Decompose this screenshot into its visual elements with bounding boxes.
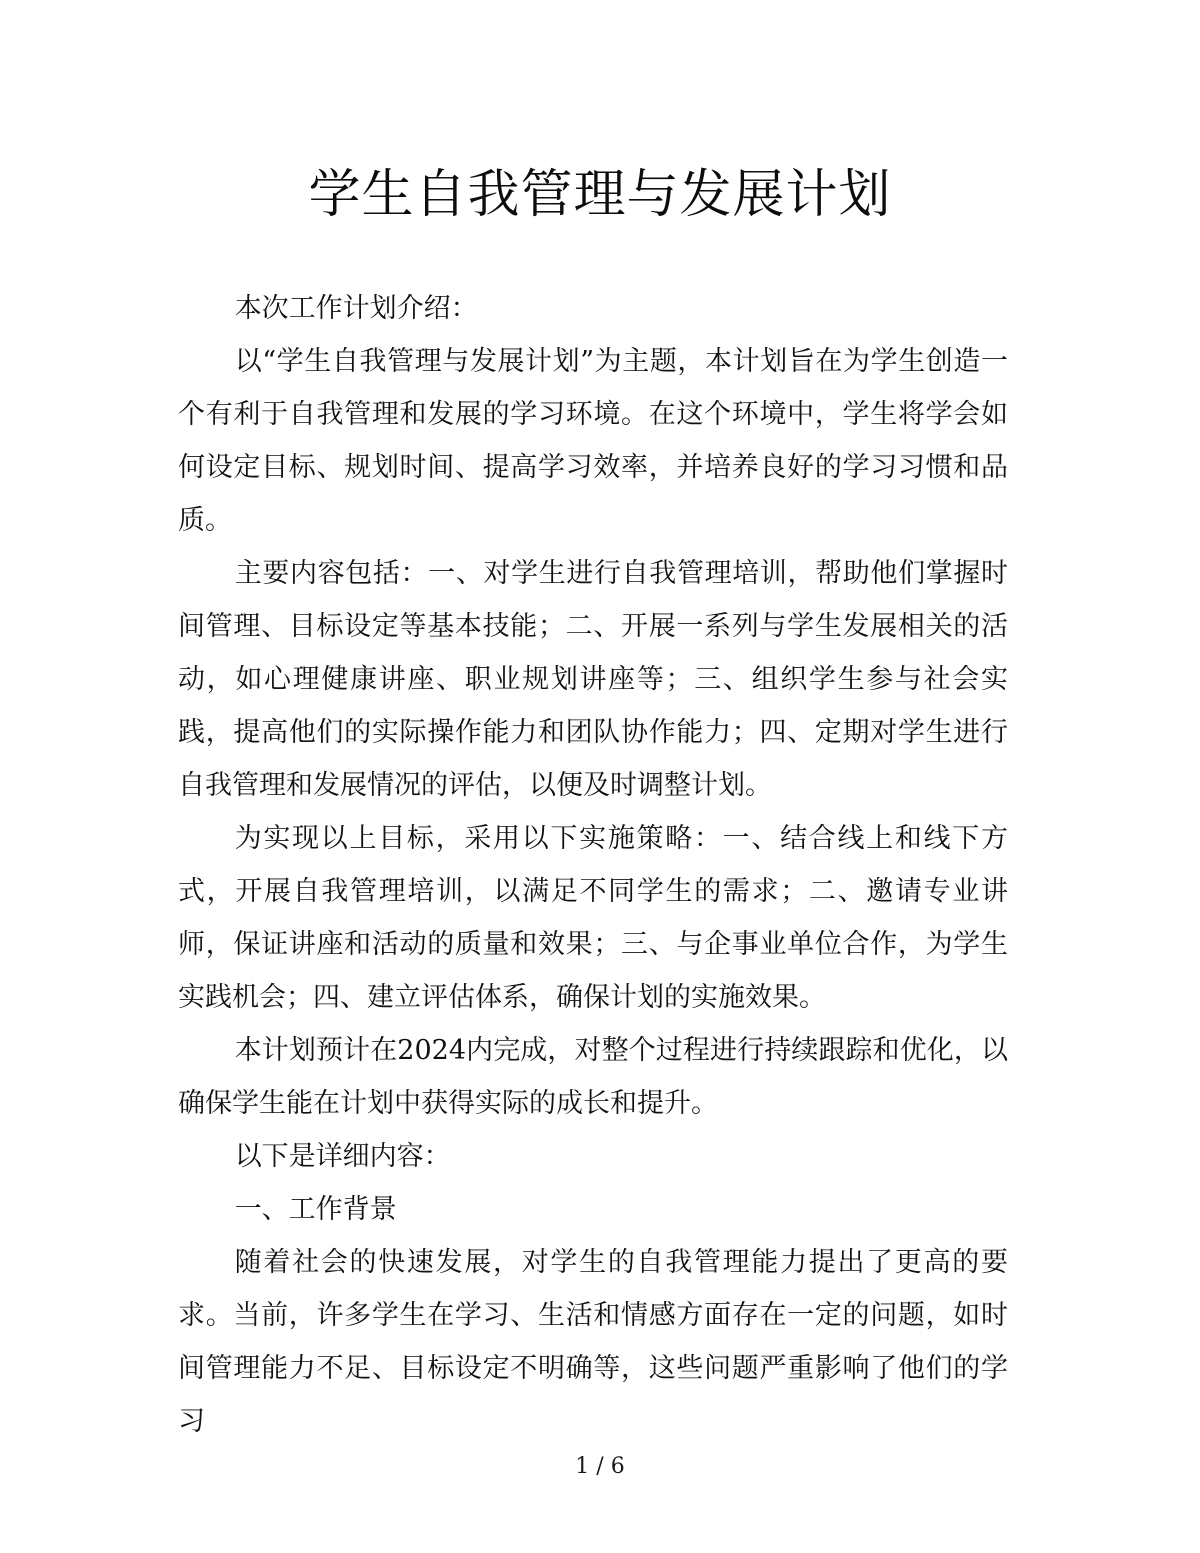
section-heading-background: 一、工作背景 (234, 1194, 397, 1225)
paragraph-strategy: 为实现以上目标，采用以下实施策略：一、结合线上和线下方式，开展自我管理培训，以满足不同学生的需求；二、邀请专业讲师，保证讲座和活动的质量和效果；三、与企事业单位合作，为学生实践机会；四、建立评估体系，确保计划的实施效果。 (178, 823, 1008, 1013)
document-title: 学生自我管理与发展计划 (308, 165, 892, 225)
paragraph-timeline: 本计划预计在2024内完成，对整个过程进行持续跟踪和优化，以确保学生能在计划中获得实际的成长和提升。 (178, 1035, 1008, 1119)
document-body (178, 282, 1008, 1448)
page-number: 1 / 6 (575, 1454, 625, 1479)
paragraph-intro-heading: 本次工作计划介绍： (234, 293, 478, 324)
paragraph-main-content: 主要内容包括：一、对学生进行自我管理培训，帮助他们掌握时间管理、目标设定等基本技能；二、开展一系列与学生发展相关的活动，如心理健康讲座、职业规划讲座等；三、组织学生参与社会实践，提高他们的实际操作能力和团队协作能力；四、定期对学生进行自我管理和发展情况的评估，以便及时调整计划。 (178, 558, 1008, 801)
paragraph-intro: 以“学生自我管理与发展计划”为主题，本计划旨在为学生创造一个有利于自我管理和发展的学习环境。在这个环境中，学生将学会如何设定目标、规划时间、提高学习效率，并培养良好的学习习惯和品质。 (178, 346, 1008, 536)
paragraph-details-heading: 以下是详细内容： (234, 1141, 451, 1172)
paragraph-background: 随着社会的快速发展，对学生的自我管理能力提出了更高的要求。当前，许多学生在学习、生活和情感方面存在一定的问题，如时间管理能力不足、目标设定不明确等，这些问题严重影响了他们的学习 (178, 1247, 1008, 1437)
